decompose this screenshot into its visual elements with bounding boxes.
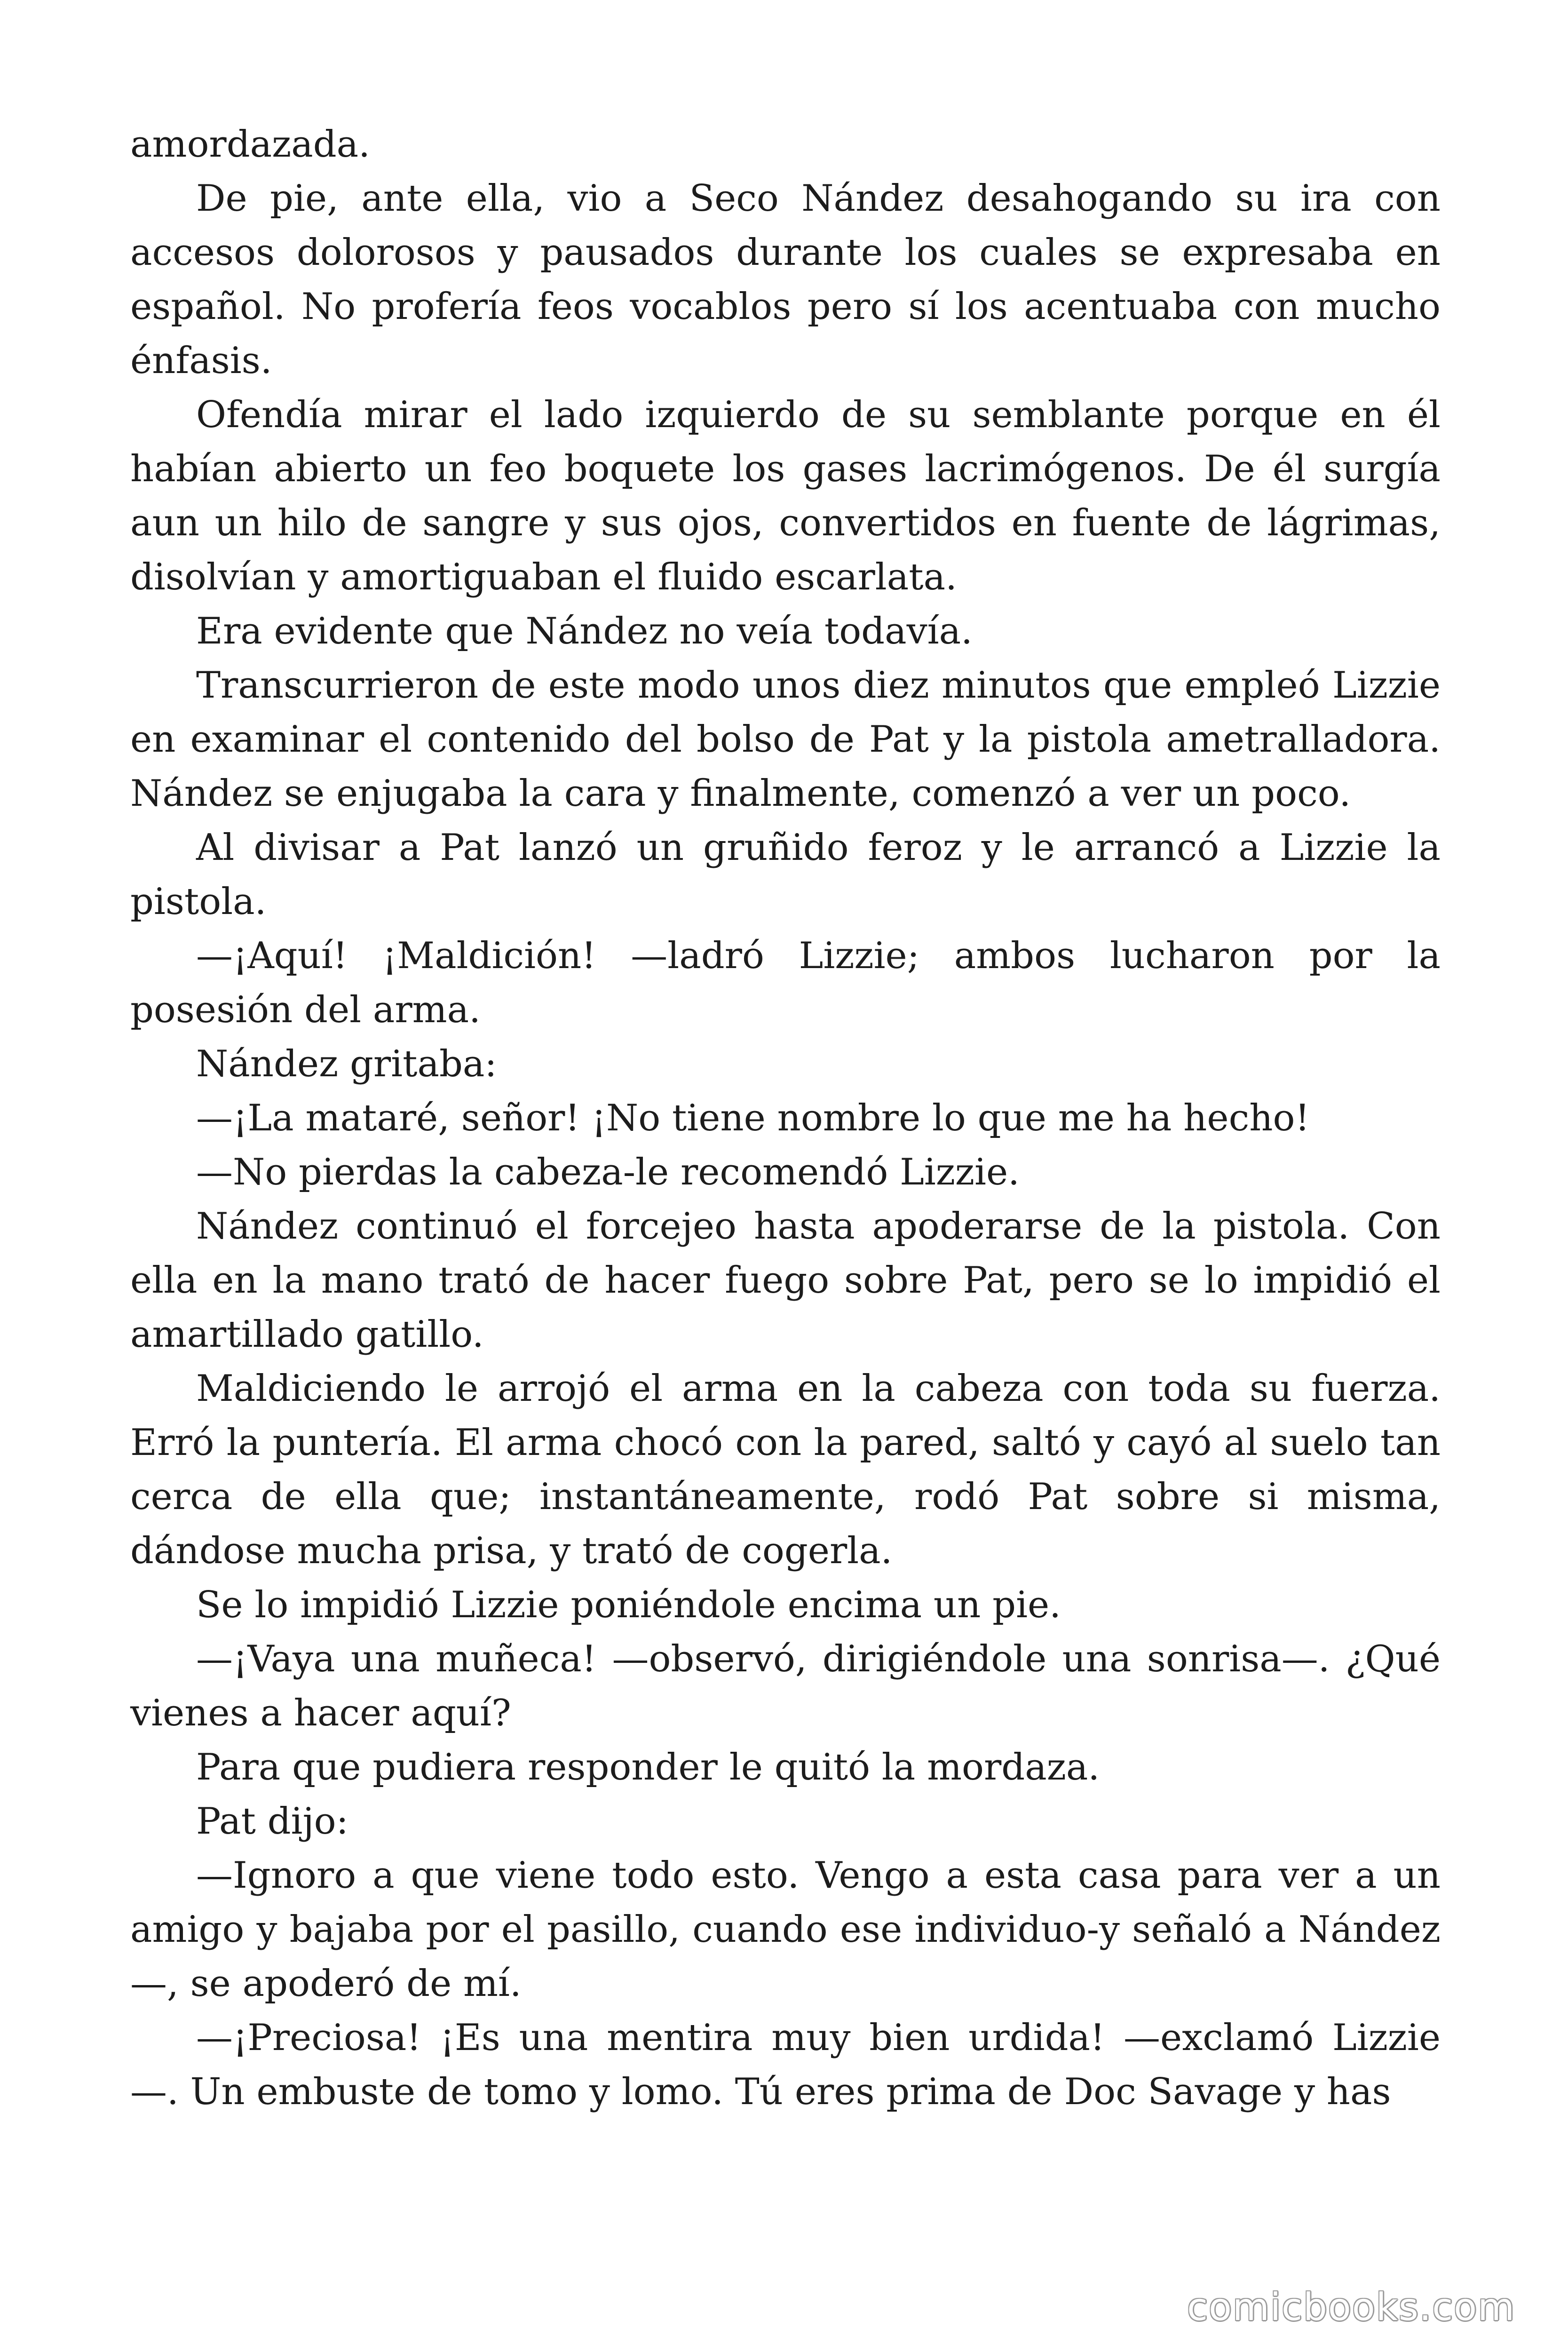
paragraph: Ofendía mirar el lado izquierdo de su semblante porque en él habían abierto un feo boquete los gases lacrimógenos. De él surgía aun un hilo de sangre y sus ojos, convertidos en fuente de lágrimas, disolvían y amortiguaban el fluido escarlata. — [130, 394, 1441, 598]
paragraph: amordazada. — [130, 123, 370, 166]
site-watermark: comicbooks.com — [1187, 2285, 1515, 2329]
paragraph: Para que pudiera responder le quitó la mordaza. — [196, 1746, 1100, 1788]
paragraph: Maldiciendo le arrojó el arma en la cabeza con toda su fuerza. Erró la puntería. El arma chocó con la pared, saltó y cayó al suelo tan cerca de ella que; instantáneamente, rodó Pat sobre si misma, dándose mucha prisa, y trató de cogerla. — [130, 1367, 1441, 1572]
paragraph: Era evidente que Nández no veía todavía. — [196, 610, 973, 652]
paragraph: —No pierdas la cabeza-le recomendó Lizzie. — [196, 1151, 1020, 1193]
paragraph: Nández continuó el forcejeo hasta apoderarse de la pistola. Con ella en la mano trató de hacer fuego sobre Pat, pero se lo impidió el amartillado gatillo. — [130, 1205, 1441, 1356]
paragraph: De pie, ante ella, vio a Seco Nández desahogando su ira con accesos dolorosos y pausados durante los cuales se expresaba en español. No profería feos vocablos pero sí los acentuaba con mucho énfasis. — [130, 177, 1441, 382]
paragraph: —¡Vaya una muñeca! —observó, dirigiéndole una sonrisa—. ¿Qué vienes a hacer aquí? — [130, 1638, 1441, 1734]
paragraph: —¡La mataré, señor! ¡No tiene nombre lo que me ha hecho! — [196, 1097, 1310, 1139]
paragraph: Al divisar a Pat lanzó un gruñido feroz y le arrancó a Lizzie la pistola. — [130, 826, 1441, 923]
paragraph: Se lo impidió Lizzie poniéndole encima un pie. — [196, 1584, 1061, 1626]
paragraph: —¡Preciosa! ¡Es una mentira muy bien urdida! —exclamó Lizzie —. Un embuste de tomo y lomo. Tú eres prima de Doc Savage y has — [130, 2017, 1441, 2113]
paragraph: —Ignoro a que viene todo esto. Vengo a esta casa para ver a un amigo y bajaba por el pasillo, cuando ese individuo-y señaló a Nández —, se apoderó de mí. — [130, 1854, 1441, 2005]
paragraph: —¡Aquí! ¡Maldición! —ladró Lizzie; ambos lucharon por la posesión del arma. — [130, 935, 1441, 1031]
paragraph: Nández gritaba: — [196, 1043, 497, 1085]
paragraph: Pat dijo: — [196, 1800, 348, 1843]
paragraph: Transcurrieron de este modo unos diez minutos que empleó Lizzie en examinar el contenido del bolso de Pat y la pistola ametralladora. Nández se enjugaba la cara y finalmente, comenzó a ver un poco. — [130, 664, 1441, 815]
body-text — [130, 118, 1441, 2119]
